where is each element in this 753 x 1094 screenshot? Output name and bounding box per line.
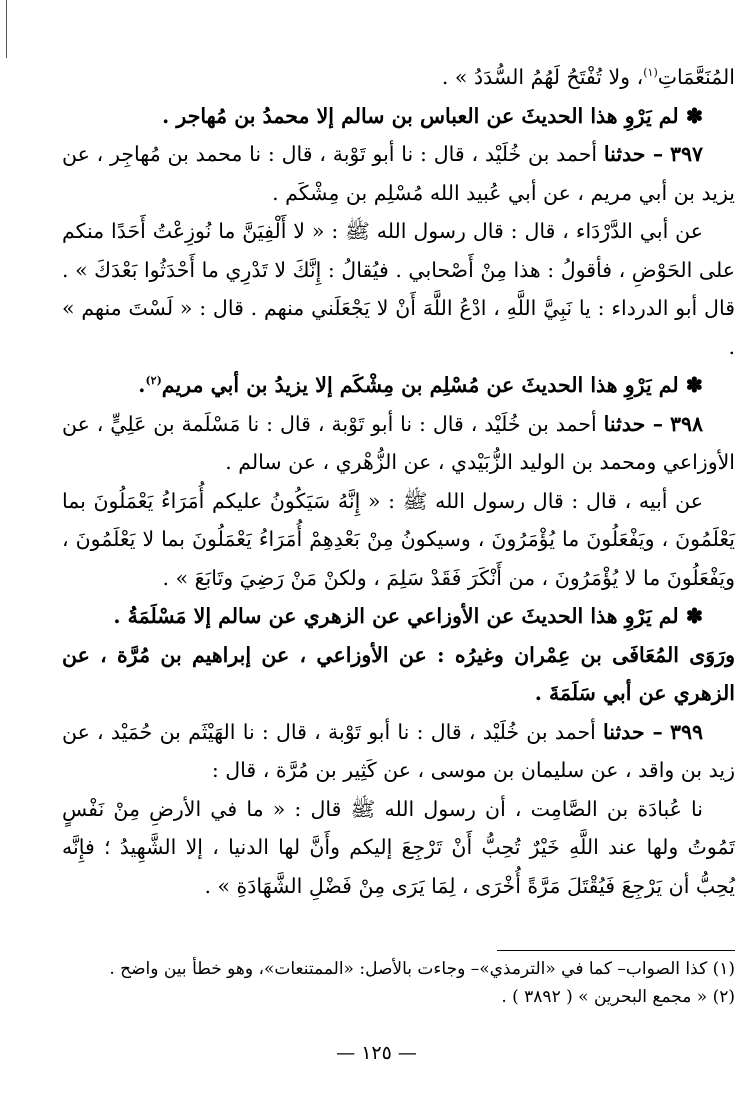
footnote-ref-2: (٢) bbox=[145, 374, 162, 388]
page-body bbox=[62, 58, 735, 905]
footnote-divider bbox=[497, 950, 735, 951]
hadith-number: ٣٩٩ bbox=[669, 719, 703, 744]
note-398: ✽ لم يَرْوِ هذا الحديثَ عن الأوزاعي عن الزهري عن سالم إلا مَسْلَمَةُ . bbox=[113, 604, 703, 628]
note-398-riwaya: ورَوَى المُعَافَى بن عِمْران وغيرُه : عن الأوزاعي ، عن إبراهيم بن مُرَّة ، عن الزهري عن أبي سَلَمَةَ . bbox=[62, 642, 735, 705]
hadith-397-isnad: ٣٩٧ – حدثنا أحمد بن خُلَيْد ، قال : نا أبو تَوْبة ، قال : نا محمد بن مُهاجِر ، عن يزيد بن أبي مريم ، عن أبي عُبيد الله مُسْلِم بن مِشْكَم . bbox=[62, 142, 735, 205]
hadith-lead: – حدثنا bbox=[603, 411, 664, 436]
hadith-399-matn: نا عُبادَة بن الصَّامِت ، أن رسول الله ﷺ قال : « ما في الأرضِ مِنْ نَفْسٍ تَمُوتُ ولها عند اللَّهِ خَيْرٌ تُحِبُّ أَنْ تَرْجِعَ إليكم وأَنَّ لها الدنيا ، إلا الشَّهِيدُ ؛ فإِنَّه يُحِبُّ أن يَرْجِعَ فَيُقْتَلَ مَرَّةً أُخْرَى ، لِمَا يَرَى مِنْ فَضْلِ الشَّهَادَةِ » . bbox=[62, 796, 735, 898]
hadith-number: ٣٩٨ bbox=[669, 411, 703, 436]
footnote-1: (١) كذا الصواب– كما في «الترمذي»– وجاءت بالأصل: «الممتنعات»، وهو خطأ بين واضح . bbox=[109, 959, 735, 979]
page-number: — ١٢٥ — bbox=[336, 1042, 417, 1064]
footnotes bbox=[62, 955, 735, 1011]
paragraph-continuation: المُنَعَّمَاتِ$^{(١)}$، ولا تُفْتَحُ لَهُمُ السُّدَدُ » . bbox=[441, 65, 735, 89]
note-397-b: ✽ لم يَرْوِ هذا الحديثَ عن مُسْلِم بن مِشْكَم إلا يزيدُ بن أبي مريم$^{(٢)}$. bbox=[138, 373, 703, 397]
hadith-398-isnad: ٣٩٨ – حدثنا أحمد بن خُلَيْد ، قال : نا أبو تَوْبة ، قال : نا مَسْلَمة بن عَلِيٍّ ، عن الأوزاعي ومحمد بن الوليد الزُّبَيْدي ، عن الزُّهْري ، عن سالم . bbox=[62, 411, 735, 474]
hadith-398-matn: عن أبيه ، قال : قال رسول الله ﷺ : « إِنَّهُ سَيَكُونُ عليكم أُمَرَاءُ يَعْمَلُونَ بما يَعْلَمُونَ ، ويَفْعَلُونَ ما يُؤْمَرُونَ ، وسيكونُ مِنْ بَعْدِهِمْ أُمَرَاءُ يَعْمَلُونَ بما لا يَعْلَمُونَ ، ويَفْعَلُونَ ما لا يُؤْمَرُونَ ، من أَنْكَرَ فَقَدْ سَلِمَ ، ولكنْ مَنْ رَضِيَ وتَابَعَ » . bbox=[62, 488, 735, 590]
note-397: ✽ لم يَرْوِ هذا الحديثَ عن العباس بن سالم إلا محمدُ بن مُهاجر . bbox=[162, 103, 703, 128]
margin-rule bbox=[6, 0, 7, 58]
hadith-lead: – حدثنا bbox=[603, 142, 664, 166]
hadith-397-matn: عن أبي الدَّرْدَاء ، قال : قال رسول الله ﷺ : « لا أَلْفِيَنَّ ما نُوزِعْتُ أَحَدًا منكم على الحَوْضِ ، فأقولُ : هذا مِنْ أَصْحابي . فيُقالُ : إِنَّكَ لا تَدْرِي ما أَحْدَثُوا بَعْدَكَ » . قال أبو الدرداء : يا نَبِيَّ اللَّهِ ، ادْعُ اللَّهَ أَنْ لا يَجْعَلَني منهم . قال : « لَسْتَ منهم » . bbox=[62, 219, 735, 359]
hadith-number: ٣٩٧ bbox=[669, 142, 703, 166]
hadith-lead: – حدثنا bbox=[603, 719, 663, 744]
footnote-ref-1: (١) bbox=[643, 66, 658, 80]
footnote-2: (٢) « مجمع البحرين » ( ٣٨٩٢ ) . bbox=[501, 987, 735, 1007]
hadith-399-isnad: ٣٩٩ – حدثنا أحمد بن خُلَيْد ، قال : نا أبو تَوْبة ، قال : نا الهَيْثَم بن حُمَيْد ، عن زيد بن واقد ، عن سليمان بن موسى ، عن كَثِير بن مُرَّة ، قال : bbox=[62, 719, 735, 782]
